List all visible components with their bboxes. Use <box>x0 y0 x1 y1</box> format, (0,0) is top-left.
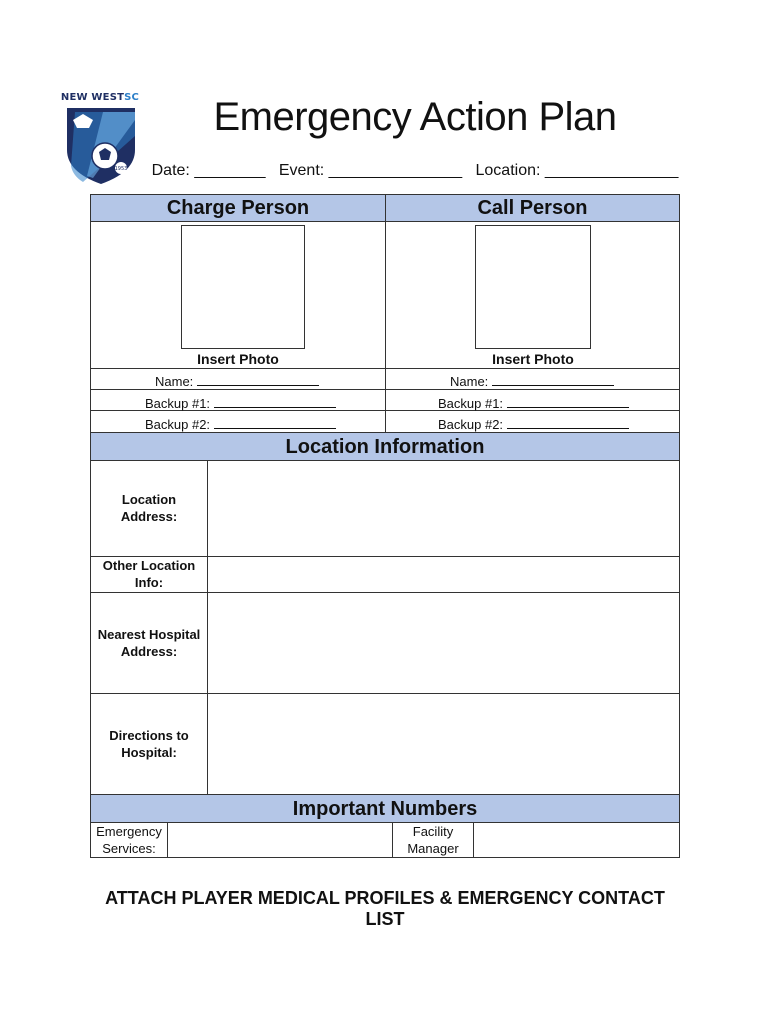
nearest-hospital-label: Nearest Hospital Address: <box>97 627 201 659</box>
directions-label: Directions to Hospital: <box>109 728 189 760</box>
date-label: Date: <box>151 162 190 179</box>
event-field[interactable]: _______________ <box>328 162 463 179</box>
charge-person-name-label: Name: <box>155 374 194 389</box>
event-label: Event: <box>278 162 325 179</box>
charge-person-backup2-field[interactable] <box>145 415 336 432</box>
charge-person-photo-placeholder[interactable] <box>181 225 305 349</box>
emergency-services-input[interactable] <box>167 822 393 858</box>
other-location-input[interactable] <box>207 556 680 593</box>
call-person-backup2-label: Backup #2: <box>438 417 504 432</box>
call-person-photo-caption: Insert Photo <box>492 351 574 367</box>
crest-shield-icon <box>63 106 139 186</box>
charge-person-backup1-field[interactable] <box>145 394 336 411</box>
charge-person-backup1-label: Backup #1: <box>145 396 211 411</box>
date-field[interactable]: ________ <box>194 162 266 179</box>
location-info-heading: Location Information <box>90 432 680 461</box>
nearest-hospital-input[interactable] <box>207 592 680 694</box>
emergency-services-label: Emergency Services: <box>96 824 162 856</box>
call-person-backup2-field[interactable] <box>438 415 629 432</box>
location-field[interactable]: _______________ <box>544 162 679 179</box>
call-person-photo-placeholder[interactable] <box>475 225 591 349</box>
svg-text:1953: 1953 <box>114 166 128 172</box>
club-logo <box>60 92 140 188</box>
event-details-line <box>150 162 680 180</box>
charge-person-name-field[interactable] <box>155 372 319 389</box>
other-location-label: Other Location Info: <box>102 558 196 590</box>
location-label: Location: <box>475 162 541 179</box>
location-address-input[interactable] <box>207 460 680 557</box>
call-person-heading: Call Person <box>385 194 680 222</box>
call-person-backup1-label: Backup #1: <box>438 396 504 411</box>
call-person-name-label: Name: <box>450 374 489 389</box>
charge-person-heading: Charge Person <box>90 194 386 222</box>
charge-person-backup2-label: Backup #2: <box>145 417 211 432</box>
footer-instruction: ATTACH PLAYER MEDICAL PROFILES & EMERGENCY CONTACT LIST <box>105 888 665 929</box>
call-person-name-field[interactable] <box>450 372 614 389</box>
logo-brand-text: NEW WESTSC <box>60 92 140 103</box>
facility-manager-label: Facility Manager <box>407 824 459 856</box>
facility-manager-input[interactable] <box>473 822 680 858</box>
directions-input[interactable] <box>207 693 680 795</box>
call-person-backup1-field[interactable] <box>438 394 629 411</box>
charge-person-photo-caption: Insert Photo <box>197 351 279 367</box>
important-numbers-heading: Important Numbers <box>90 794 680 823</box>
location-address-label: Location Address: <box>120 492 178 524</box>
page-title: Emergency Action Plan <box>213 95 617 139</box>
